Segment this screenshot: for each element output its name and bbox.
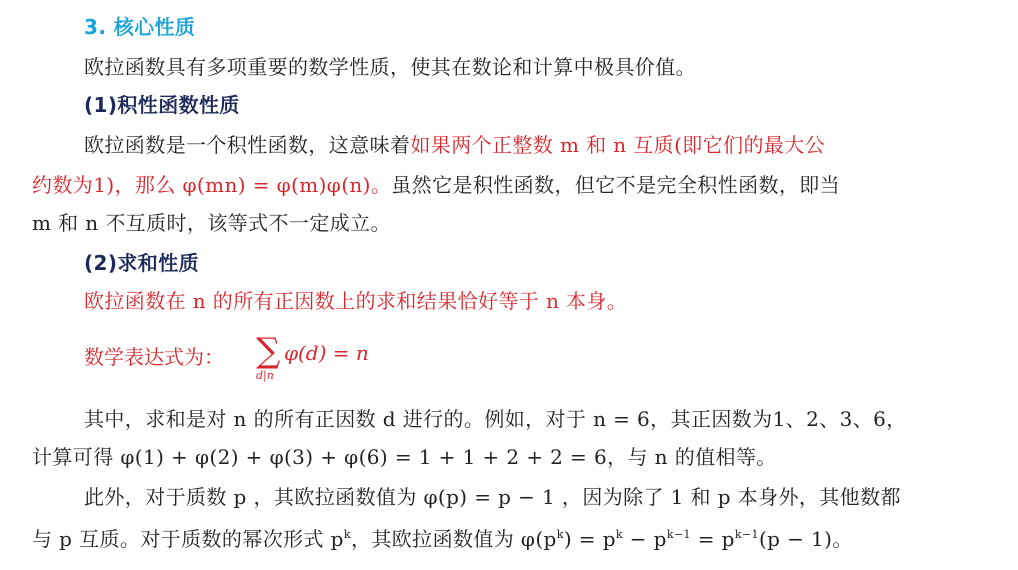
prime-line-2-part-d: − p: [622, 527, 667, 551]
prime-line-2-part-a: 与 p 互质。对于质数的幂次形式 p: [32, 527, 344, 551]
exponent-k: k: [615, 528, 623, 541]
summation-formula: [84, 333, 504, 393]
exponent-k: k: [343, 528, 351, 541]
formula-label: 数学表达式为：: [84, 345, 224, 369]
exponent-k: k: [556, 528, 564, 541]
multiplicative-line-2-highlight: 约数为1)，那么 φ(mn) = φ(m)φ(n)。: [32, 173, 392, 197]
multiplicative-heading: (1)积性函数性质: [84, 93, 240, 117]
prime-line-2-part-f: (p − 1)。: [758, 527, 853, 551]
prime-line-2-part-c: ) = p: [563, 527, 616, 551]
multiplicative-line-3: m 和 n 不互质时，该等式不一定成立。: [32, 211, 391, 235]
prime-line-2: [32, 520, 853, 554]
section-intro: 欧拉函数具有多项重要的数学性质，使其在数论和计算中极具价值。: [84, 55, 696, 79]
prime-line-2-part-e: = p: [690, 527, 735, 551]
exponent-k-minus-1: k−1: [734, 528, 759, 541]
summation-example-1: 其中，求和是对 n 的所有正因数 d 进行的。例如，对于 n = 6，其正因数为1、2、3、6，: [84, 407, 907, 431]
sigma-symbol: ∑: [256, 331, 281, 371]
multiplicative-line-2: [32, 170, 840, 200]
summation-example-2: 计算可得 φ(1) + φ(2) + φ(3) + φ(6) = 1 + 1 + 2 + 2 = 6，与 n 的值相等。: [32, 445, 777, 469]
multiplicative-line-2-plain: 虽然它是积性函数，但它不是完全积性函数，即当: [391, 173, 841, 197]
summation-heading: (2)求和性质: [84, 251, 199, 275]
exponent-k-minus-1: k−1: [666, 528, 691, 541]
formula-expression: φ(d) = n: [284, 341, 369, 365]
section-title: 3. 核心性质: [84, 15, 196, 39]
prime-line-2-part-b: ，其欧拉函数值为 φ(p: [350, 527, 557, 551]
multiplicative-line-1: [84, 130, 825, 160]
summation-statement: 欧拉函数在 n 的所有正因数上的求和结果恰好等于 n 本身。: [84, 289, 628, 313]
multiplicative-line-1-highlight: 如果两个正整数 m 和 n 互质(即它们的最大公: [410, 133, 826, 157]
prime-line-1: 此外，对于质数 p ，其欧拉函数值为 φ(p) = p − 1 ，因为除了 1 和 p 本身外，其他数都: [84, 485, 901, 509]
multiplicative-line-1-plain: 欧拉函数是一个积性函数，这意味着: [84, 133, 411, 157]
sigma-subscript: d|n: [256, 369, 274, 382]
